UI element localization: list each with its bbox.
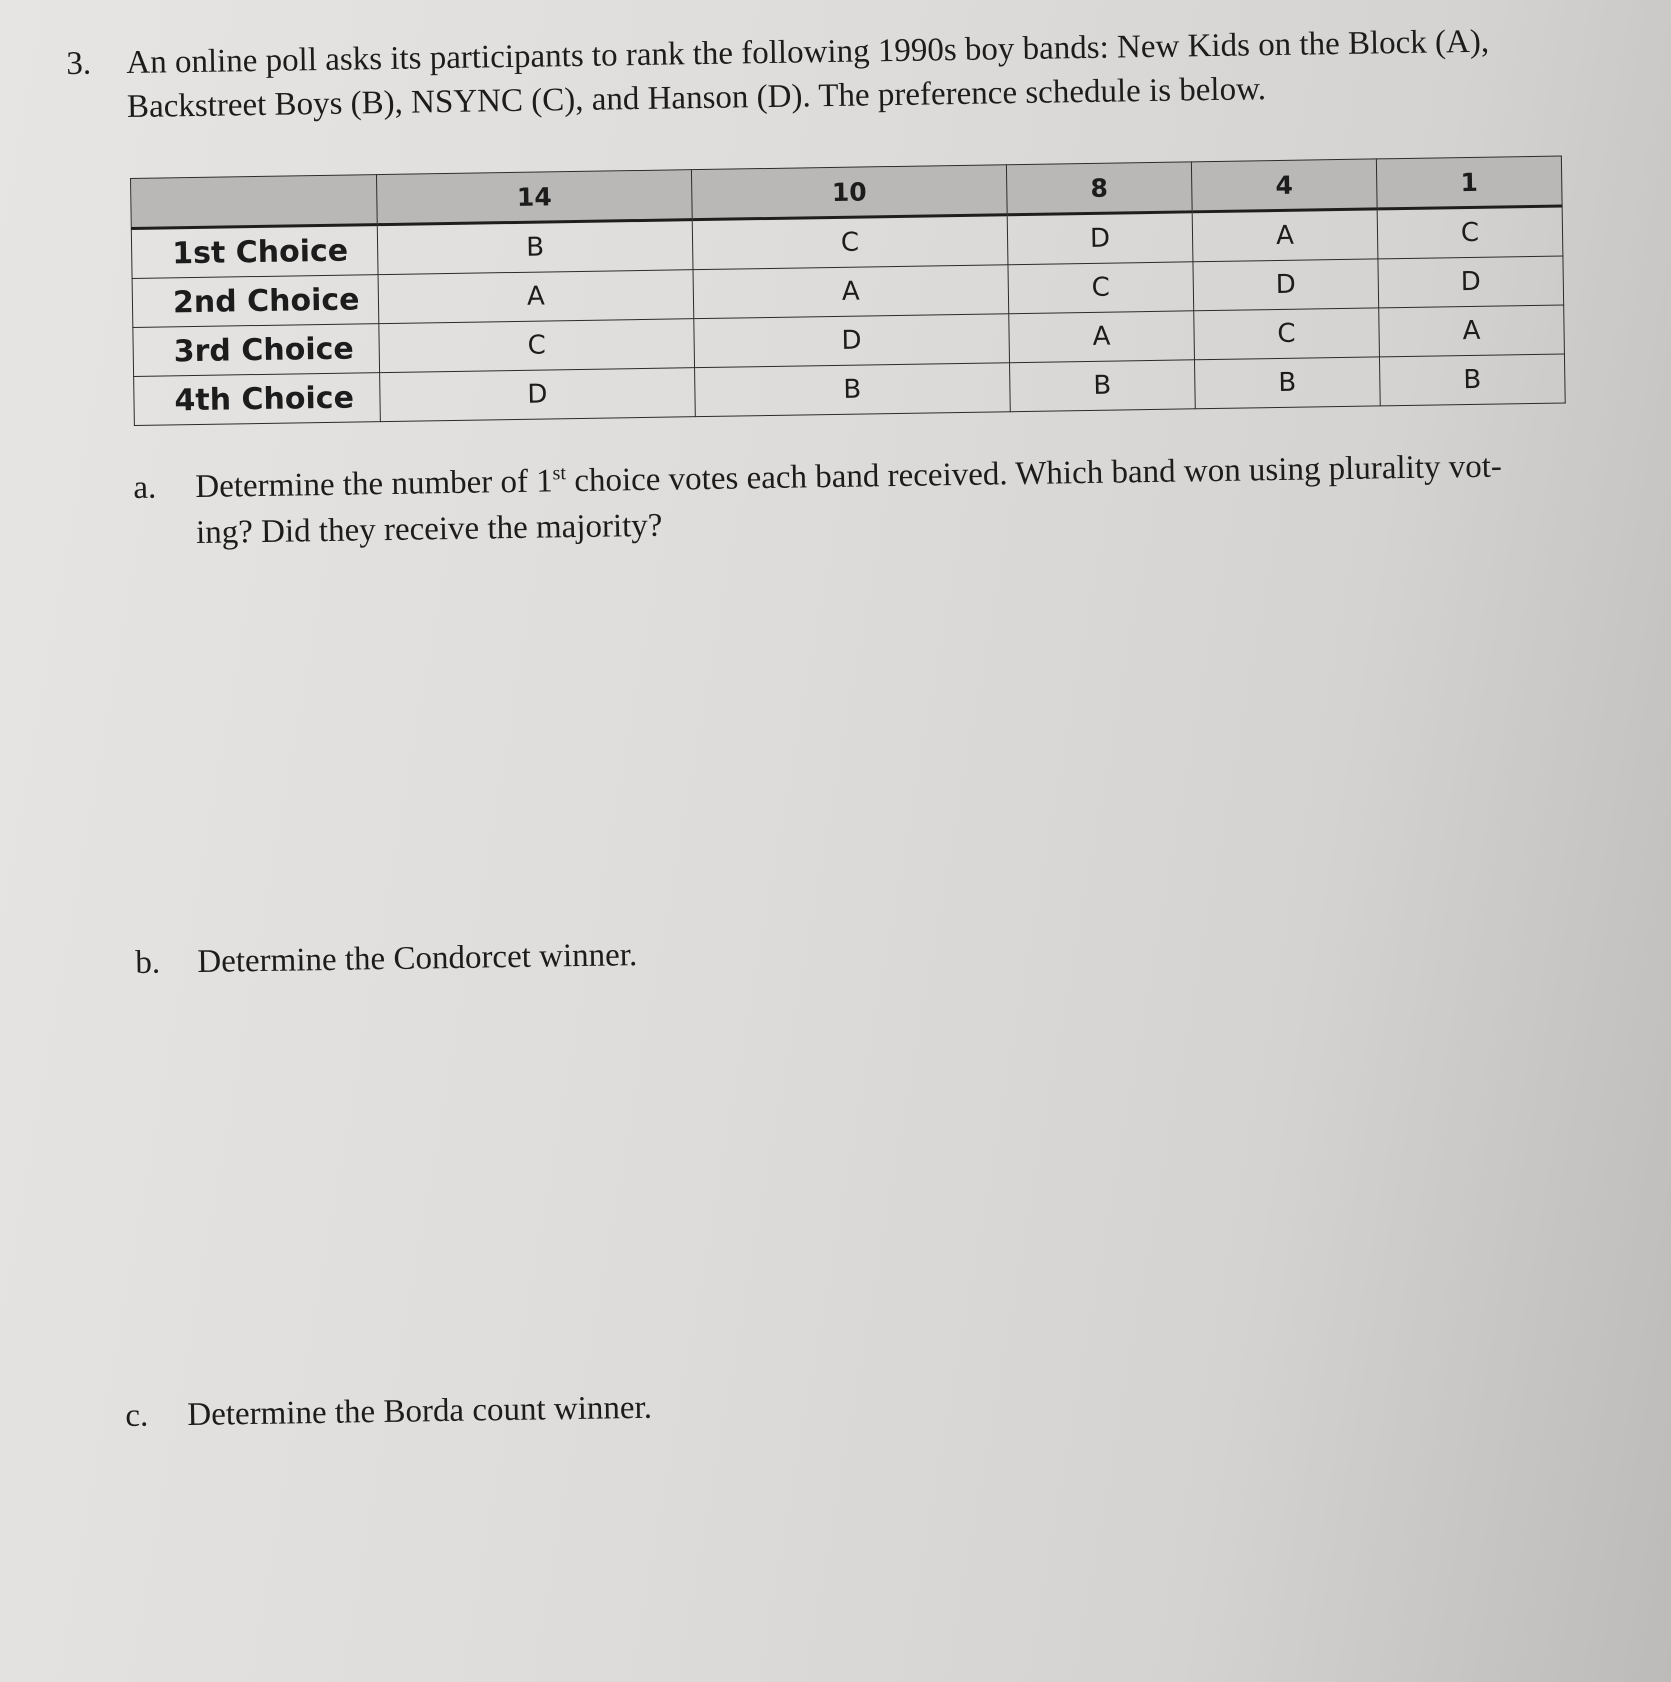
row-label-4th-choice: 4th Choice	[134, 373, 381, 426]
question-3	[66, 18, 1567, 130]
row-label-1st-choice: 1st Choice	[131, 225, 378, 279]
part-a	[133, 443, 1564, 557]
part-b-prompt: Determine the Condorcet winner.	[197, 937, 638, 981]
part-c-letter: c.	[125, 1397, 149, 1434]
header-voters-10: 10	[691, 165, 1007, 220]
table-cell: A	[378, 270, 694, 324]
question-text: An online poll asks its participants to rank the following 1990s boy bands: New Kids on the Block (A), Backstreet Boys (B), NSYNC (C), and Hanson (D). The preference schedule is below.	[126, 23, 1490, 126]
row-label-3rd-choice: 3rd Choice	[133, 324, 380, 377]
part-a-prompt	[195, 443, 1556, 556]
part-b	[135, 924, 1136, 986]
table-cell: A	[1009, 311, 1195, 363]
table-cell: C	[692, 215, 1008, 270]
table-cell: B	[1194, 357, 1380, 409]
table-cell: C	[1008, 262, 1194, 314]
table-cell: B	[1009, 360, 1195, 412]
part-c	[125, 1377, 1126, 1439]
table-cell: D	[1378, 256, 1564, 308]
table-cell: D	[694, 314, 1010, 368]
table-cell: A	[1192, 209, 1378, 262]
table-cell: B	[377, 220, 693, 275]
part-b-letter: b.	[135, 944, 161, 981]
table-cell: A	[1379, 305, 1565, 357]
header-voters-14: 14	[376, 170, 692, 225]
table-cell: C	[379, 319, 695, 373]
table-cell: C	[1194, 308, 1380, 360]
header-voters-8: 8	[1006, 162, 1192, 215]
header-voters-1: 1	[1376, 156, 1562, 209]
header-voters-4: 4	[1191, 159, 1377, 212]
table-cell: B	[694, 363, 1010, 417]
table-cell: A	[693, 265, 1009, 319]
part-a-text-after: choice votes each band received. Which band won using plurality vot-ing? Did they receive the majority?	[195, 448, 1503, 552]
part-a-text-before: Determine the number of 1	[195, 463, 553, 506]
table-cell: C	[1377, 206, 1563, 259]
preference-schedule-table	[130, 156, 1566, 426]
part-a-superscript: st	[552, 462, 567, 485]
table-cell: D	[1193, 259, 1379, 311]
part-a-letter: a.	[133, 469, 157, 506]
table-cell: D	[1007, 212, 1193, 265]
header-corner-cell	[131, 175, 378, 229]
table-cell: D	[380, 368, 696, 422]
row-label-2nd-choice: 2nd Choice	[132, 275, 379, 328]
part-c-prompt: Determine the Borda count winner.	[187, 1389, 653, 1434]
question-number: 3.	[66, 45, 92, 82]
table-cell: B	[1379, 354, 1565, 406]
